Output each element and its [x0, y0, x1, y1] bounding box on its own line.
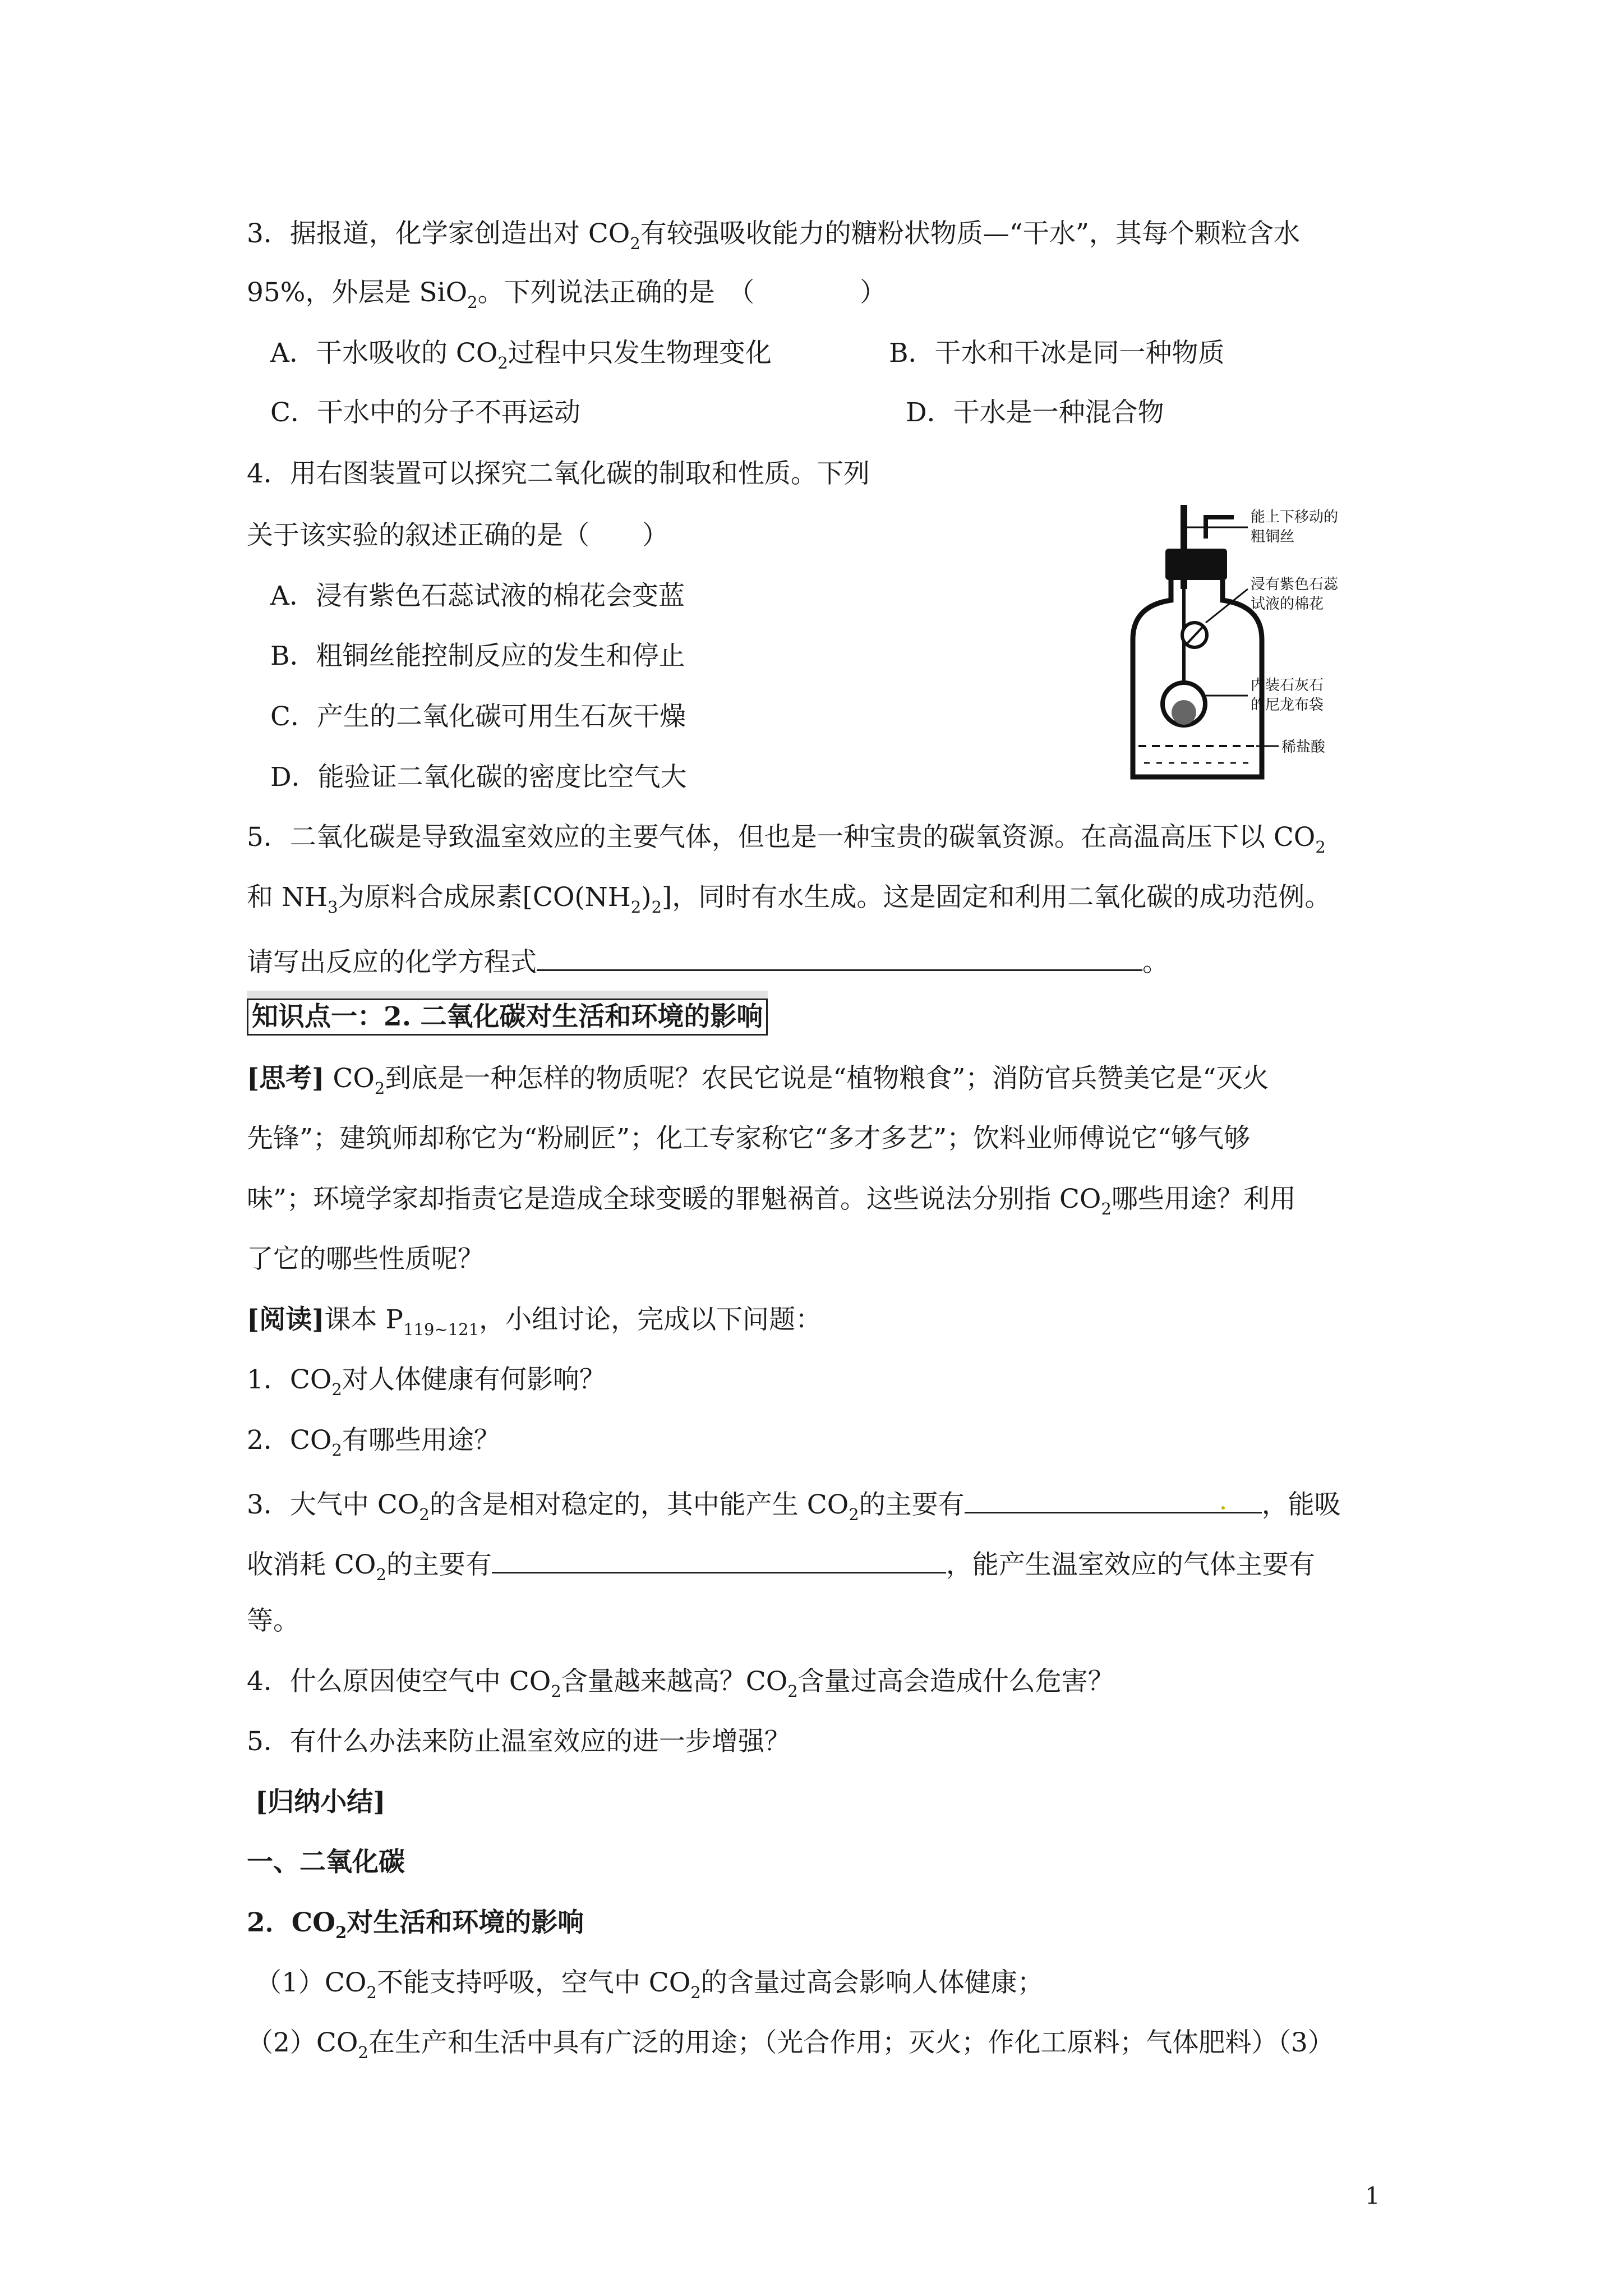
q5-line-3: 请写出反应的化学方程式 。: [247, 941, 1169, 975]
summary-heading-1: 一、二氧化碳: [247, 1847, 405, 1878]
summary-label: [归纳小结]: [255, 1787, 386, 1818]
limestone: [1172, 700, 1196, 725]
question-4: 4．什么原因使空气中 $CO_2$含量越来越高？$CO_2$含量过高会造成什么危害？: [247, 1666, 1114, 1701]
q3-line-1: 3．据报道，化学家创造出对 $CO_2$有较强吸收能力的糖粉状物质—“干水”，其每个颗粒含水: [247, 218, 1300, 253]
question-1: 1．$CO_2$对人体健康有何影响？: [247, 1364, 606, 1399]
q3-option-b: B．干水和干冰是同一种物质: [889, 338, 1225, 369]
question-3-line-2: 收消耗 $CO_2$的主要有 ，能产生温室效应的气体主要有: [247, 1544, 1315, 1577]
q5-line-1: 5．二氧化碳是导致温室效应的主要气体，但也是一种宝贵的碳氧资源。在高温高压下以 $CO_2$: [247, 822, 1326, 857]
label-copper-wire: 能上下移动的: [1251, 509, 1339, 526]
think-line-1: [思考] $CO_2$到底是一种怎样的物质呢？农民它说是“植物粮食”；消防官兵赞美它是“灭火: [247, 1063, 1269, 1098]
page-number: 1: [1365, 2182, 1380, 2210]
summary-heading-2: 2．$CO_2$对生活和环境的影响: [247, 1907, 584, 1942]
q4-option-b: B．粗铜丝能控制反应的发生和停止: [270, 641, 685, 671]
q3-option-a: A．干水吸收的 $CO_2$过程中只发生物理变化: [270, 338, 772, 372]
q4-line-1: 4．用右图装置可以探究二氧化碳的制取和性质。下列: [247, 458, 870, 489]
label-cotton: 浸有紫色石蕊: [1251, 576, 1339, 593]
label-acid: 稀盐酸: [1281, 739, 1326, 756]
question-2: 2．$CO_2$有哪些用途？: [247, 1425, 500, 1460]
think-line-4: 了它的哪些性质呢？: [247, 1244, 484, 1274]
answer-blank-co2-sinks[interactable]: [492, 1544, 946, 1573]
q4-option-d: D．能验证二氧化碳的密度比空气大: [270, 762, 687, 793]
q4-line-2: 关于该实验的叙述正确的是（ ）: [247, 520, 668, 551]
q4-option-c: C．产生的二氧化碳可用生石灰干燥: [270, 701, 686, 732]
label-nylon-bag-2: 的尼龙布袋: [1251, 697, 1324, 714]
answer-blank-co2-sources[interactable]: [965, 1484, 1262, 1513]
summary-point-1: $(1)CO_2$不能支持呼吸，空气中 $CO_2$的含量过高会影响人体健康；: [255, 1967, 1044, 2002]
read-line: [阅读]课本 $P_{119\sim 121}$，小组讨论，完成以下问题：: [247, 1304, 822, 1339]
q3-option-d: D．干水是一种混合物: [906, 397, 1164, 428]
q3-line-2: 95%，外层是 SiO$_2$。下列说法正确的是 （ ）: [247, 277, 887, 312]
answer-blank-equation[interactable]: [537, 941, 1142, 971]
stopper: [1165, 549, 1227, 580]
q3-option-c: C．干水中的分子不再运动: [270, 397, 580, 428]
bottle: [1133, 580, 1262, 777]
question-3-line-3: 等。: [247, 1605, 299, 1636]
q5-line-2: 和 $NH_3$为原料合成尿素$[CO(NH_2)_2]$，同时有水生成。这是固定和利用二氧化碳的成功范例。: [247, 882, 1331, 917]
question-5: 5．有什么办法来防止温室效应的进一步增强？: [247, 1726, 791, 1757]
apparatus-figure: [1122, 505, 1436, 791]
summary-point-2: $(2)CO_2$在生产和生活中具有广泛的用途；（光合作用；灭火；作化工原料；气体肥料）（3）: [247, 2027, 1334, 2062]
q4-option-a: A．浸有紫色石蕊试液的棉花会变蓝: [270, 581, 685, 611]
label-copper-wire-2: 粗铜丝: [1251, 528, 1295, 545]
label-nylon-bag: 内装石灰石: [1251, 677, 1324, 694]
label-cotton-2: 试液的棉花: [1251, 596, 1324, 613]
question-3-line-1: 3．大气中 $CO_2$的含是相对稳定的，其中能产生 $CO_2$的主要有 ，能吸: [247, 1484, 1341, 1517]
section-title: 知识点一：2. 二氧化碳对生活和环境的影响: [247, 999, 768, 1036]
stray-mark: [1221, 1506, 1225, 1510]
think-line-2: 先锋”；建筑师却称它为“粉刷匠”；化工专家称它“多才多艺”；饮料业师傅说它“够气够: [247, 1123, 1251, 1154]
think-line-3: 味”；环境学家却指责它是造成全球变暖的罪魁祸首。这些说法分别指 $CO_2$哪些用途？利用: [247, 1184, 1296, 1218]
